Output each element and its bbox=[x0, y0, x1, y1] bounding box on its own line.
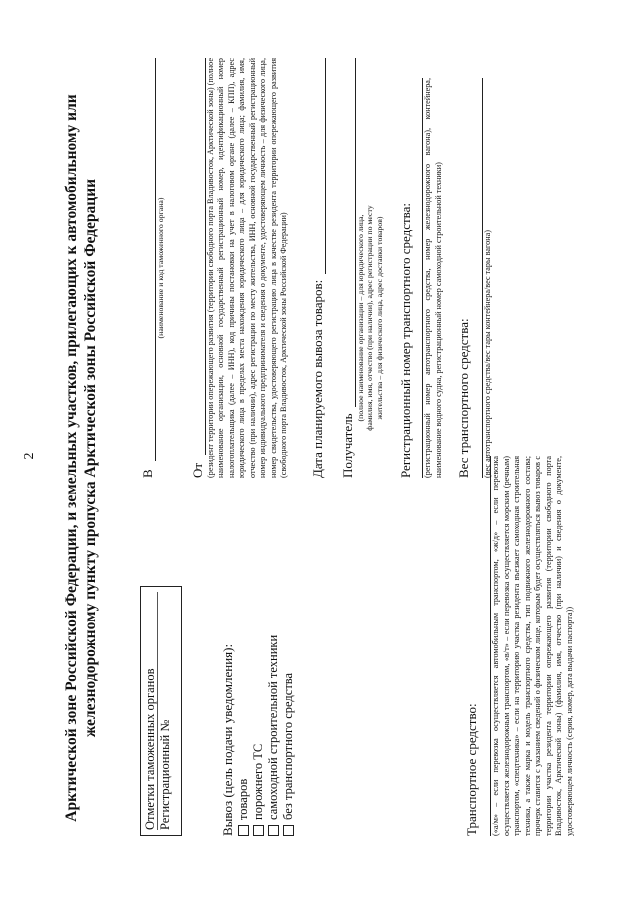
reg-number-note: (регистрационный номер автотранспортного средства, номер железнодорожного вагона), контейнера, наименование водного судна, регистрационный номер самоходной строительной техники) bbox=[423, 78, 443, 478]
checkbox-empty-vehicle[interactable] bbox=[253, 825, 264, 836]
checkbox-construction-machinery[interactable] bbox=[268, 825, 279, 836]
title-line-1: Арктической зоне Российской Федерации, и земельных участков, прилегающих к автомобильному или bbox=[63, 94, 80, 822]
recipient-field-line[interactable] bbox=[341, 58, 356, 407]
date-row bbox=[310, 58, 326, 478]
option-empty-vehicle[interactable]: порожнего ТС bbox=[251, 436, 266, 836]
title-line-2: железнодорожному пункту пропуска Арктической зоны Российской Федерации bbox=[82, 178, 99, 738]
from-note: (резидент территории опережающего развития (территории свободного порта Владивосток, Арктической зоны) (полное наименование организации, основной государственный регистрационный номер, идентификационный номер налогоплательщика (далее – ИНН), код причины постановки на учет в налоговом органе (далее – КПП), адрес юридического лица в пределах места нахождения юридического лица – для юридического лица; фамилия, имя, отчество (при наличии), адрес регистрации по месту жительства, ИНН, основной государственный регистрационный номер индивидуального предпринимателя и сведения о документе, удостоверяющем личность – для физического лица, номер свидетельства, удостоверяющего регистрацию лица в качестве резидента территории опережающего развития (свободного порта Владивосток, Арктической зоны Российской Федерации) bbox=[205, 58, 288, 478]
to-label: В bbox=[140, 469, 155, 478]
date-label: Дата планируемого вывоза товаров: bbox=[309, 279, 325, 478]
document-title bbox=[62, 58, 100, 858]
registration-number-label: Регистрационный № bbox=[158, 719, 172, 830]
left-column bbox=[140, 436, 575, 836]
recipient-label: Получатель bbox=[339, 413, 355, 478]
checkbox-no-vehicle[interactable] bbox=[283, 825, 294, 836]
from-field-line[interactable] bbox=[191, 58, 206, 455]
customs-marks-box bbox=[140, 586, 182, 836]
date-field-line[interactable] bbox=[311, 58, 326, 274]
customs-marks-label: Отметки таможенных органов bbox=[143, 592, 158, 830]
to-row bbox=[140, 58, 156, 478]
page-number: 2 bbox=[22, 452, 37, 460]
right-column bbox=[140, 58, 494, 478]
to-field-line[interactable] bbox=[141, 58, 156, 461]
export-purpose-label: Вывоз (цель подачи уведомления): bbox=[220, 643, 235, 836]
option-no-vehicle[interactable]: без транспортного средства bbox=[281, 436, 296, 836]
from-label: От bbox=[189, 462, 205, 478]
weight-label: Вес транспортного средства: bbox=[456, 318, 471, 478]
recipient-caption: (полное наименование организации – для юридического лица, фамилия, имя, отчество (при наличии), адрес регистрации по месту жительства – для физического лица, адрес доставки товаров) bbox=[355, 205, 384, 431]
option-construction-machinery[interactable]: самоходной строительной техники bbox=[266, 436, 281, 836]
from-row bbox=[190, 58, 206, 478]
to-caption: (наименование и код таможенного органа) bbox=[156, 197, 165, 339]
transport-label: Транспортное средство: bbox=[464, 703, 479, 836]
recipient-row bbox=[340, 58, 356, 478]
weight-note: (вес автотранспортного средства/вес тары контейнера/вес тары вагона) bbox=[483, 230, 492, 478]
checkbox-goods[interactable] bbox=[238, 825, 249, 836]
transport-note: («а/м» – если перевозка осуществляется автомобильным транспортом, «ж/д» – если перевозка осуществляется железнодорожным транспортом, «в/т» – если перевозка осуществляется морским (речным) транспортом, «спецтехника» – если на территорию участка резидента въезжает самоходная строительная техника, а также марка и модель транспортного средства, тип подвижного железнодорожного состава; прочерк ставится с указанием сведений о физическом лице, которым будет осуществляться вывоз товаров с территории участка резидента территории опережающего развития (территории свободного порта Владивосток, Арктической зоны) (фамилия, имя, отчество (при наличии) и сведения о документе, удостоверяющем личность (серия, номер, дата выдачи паспорта)) bbox=[491, 456, 574, 836]
reg-number-label: Регистрационный номер транспортного средства: bbox=[398, 202, 413, 478]
option-goods[interactable]: товаров bbox=[236, 436, 251, 836]
